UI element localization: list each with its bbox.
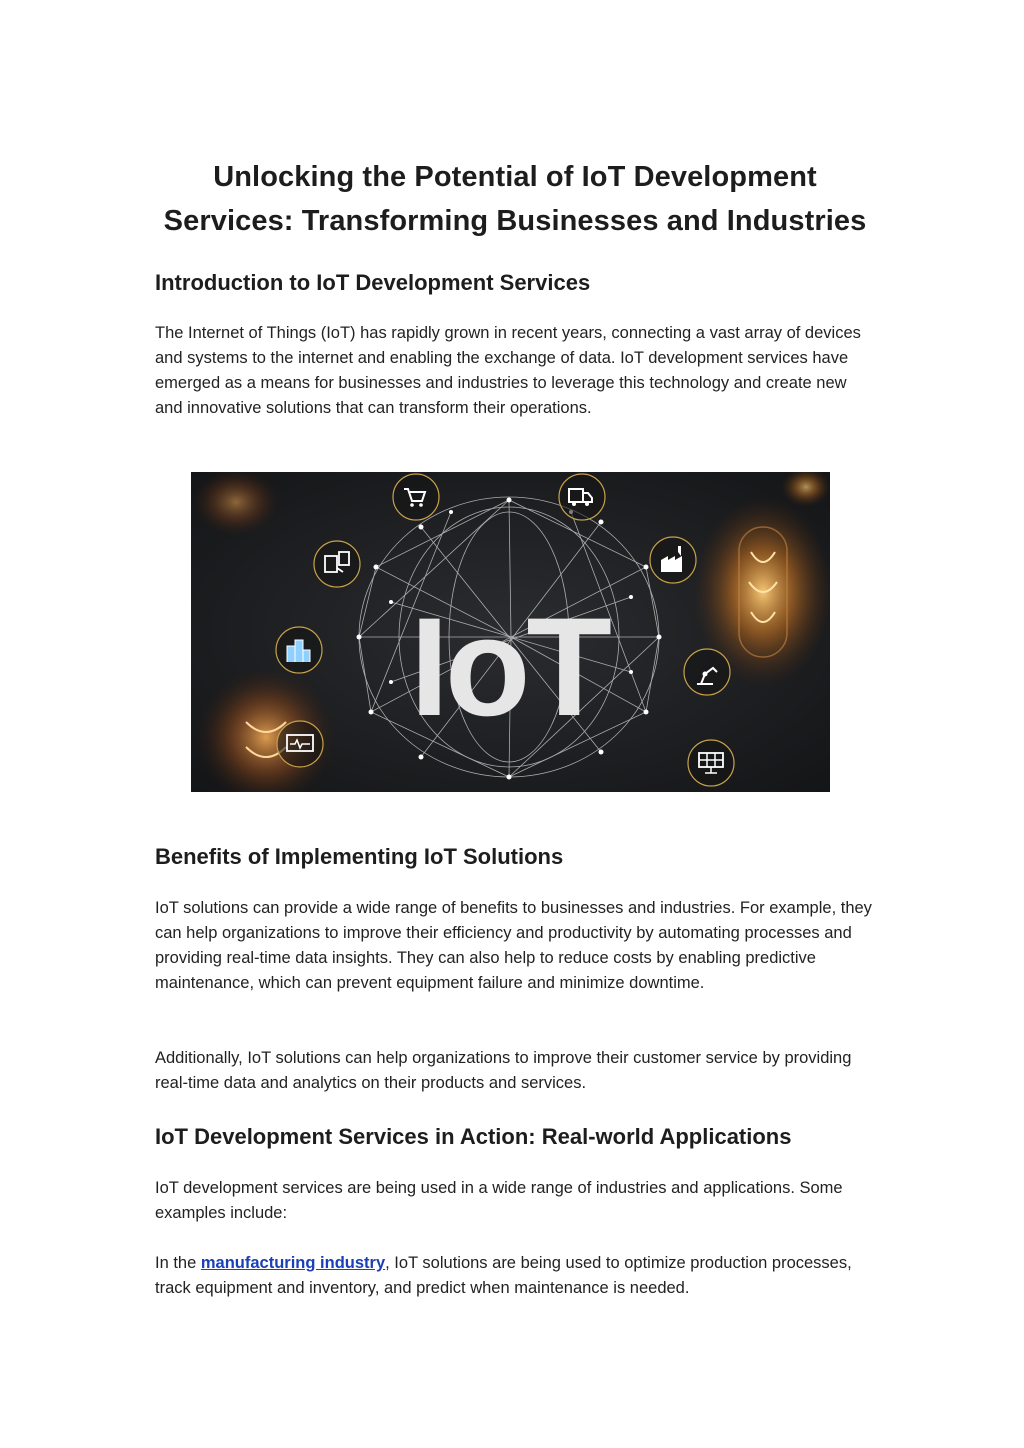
section-heading-applications: IoT Development Services in Action: Real-world Applications — [155, 1124, 792, 1149]
benefits-paragraph-2: Additionally, IoT solutions can help organizations to improve their customer service by providing real-time data and analytics on their products and services. — [155, 1049, 852, 1092]
robot-arm-icon — [684, 649, 730, 695]
truck-icon — [559, 474, 605, 520]
title-line-1: Unlocking the Potential of IoT Development — [213, 161, 817, 193]
factory-icon — [650, 537, 696, 583]
monitor-icon — [277, 721, 323, 767]
manufacturing-paragraph — [155, 1251, 875, 1301]
applications-paragraph: IoT development services are being used in a wide range of industries and applications. Some examples include: — [155, 1179, 843, 1222]
buildings-icon — [276, 627, 322, 673]
document-title — [155, 155, 875, 243]
manufacturing-industry-link[interactable]: manufacturing industry — [200, 1254, 386, 1272]
cart-icon — [393, 474, 439, 520]
iot-illustration — [191, 472, 830, 792]
solar-panel-icon — [688, 740, 734, 786]
section-heading-benefits: Benefits of Implementing IoT Solutions — [155, 844, 564, 869]
intro-paragraph: The Internet of Things (IoT) has rapidly grown in recent years, connecting a vast array of devices and systems to the internet and enabling the exchange of data. IoT development services have emerged as a means for businesses and industries to leverage this technology and create new and innovative solutions that can transform their operations. — [155, 324, 861, 417]
iot-label: IoT — [410, 588, 608, 745]
manufacturing-prefix: In the — [155, 1254, 201, 1272]
title-line-2: Services: Transforming Businesses and Industries — [163, 205, 867, 237]
devices-icon — [314, 541, 360, 587]
section-heading-introduction: Introduction to IoT Development Services — [155, 270, 591, 295]
manufacturing-suffix: , IoT solutions are being used to optimize production processes, track equipment and inventory, and predict when maintenance is needed. — [155, 1254, 852, 1297]
benefits-paragraph-1: IoT solutions can provide a wide range of benefits to businesses and industries. For example, they can help organizations to improve their efficiency and productivity by automating processes and providing real-time data insights. They can also help to reduce costs by enabling predictive maintenance, which can prevent equipment failure and minimize downtime. — [155, 899, 872, 992]
